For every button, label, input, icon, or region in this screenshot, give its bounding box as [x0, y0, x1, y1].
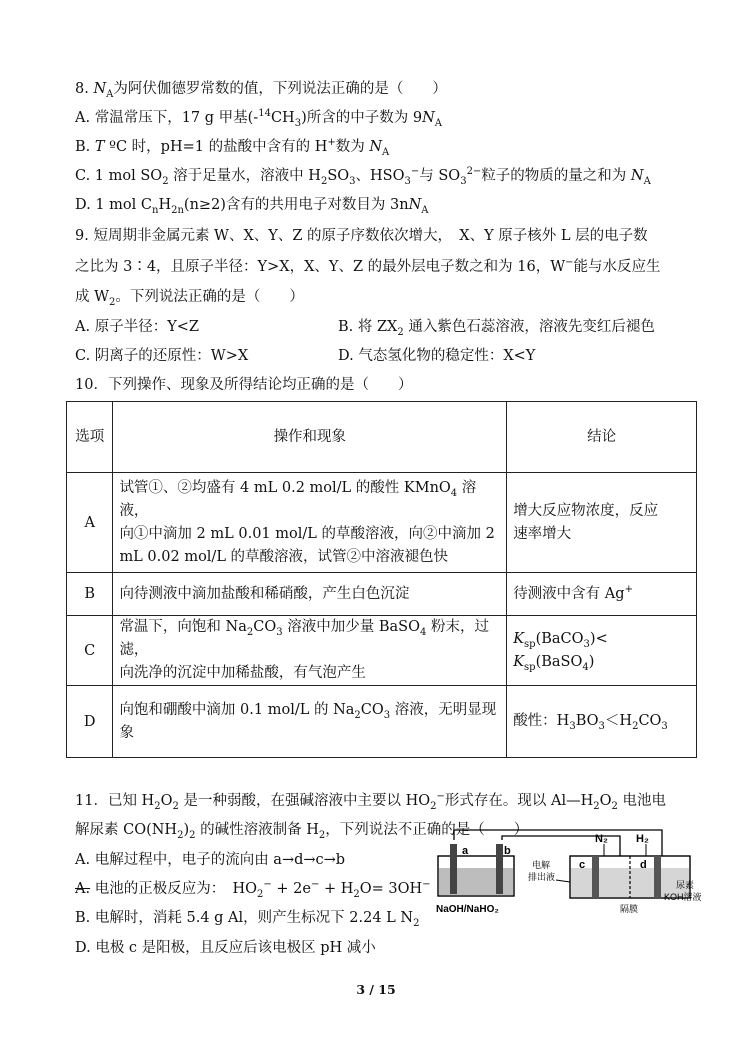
q8-stem: 8. $N_A$为阿伏伽德罗常数的值，下列说法正确的是（ ）	[75, 81, 447, 100]
label-naoh: NaOH/NaHO₂	[436, 904, 499, 915]
q9-stem-line3: 成 $W_2$。下列说法正确的是（ ）	[75, 289, 304, 308]
q11-option-d: D. 电极 c 是阳极，且反应后该电极区 pH 减小	[75, 940, 376, 956]
gas-h2-label: H₂	[636, 833, 649, 845]
electrode-a	[450, 844, 457, 894]
q9-stem-line2: 之比为 3∶4，且原子半径：Y>X，X、Y、Z 的最外层电子数之和为 16，W−能与水反应生	[75, 257, 661, 275]
table-row	[67, 686, 697, 758]
row-option: C	[67, 616, 113, 686]
label-d: d	[640, 859, 647, 871]
table-row	[67, 573, 697, 616]
q10-stem: 10．下列操作、现象及所得结论均正确的是（ ）	[75, 377, 413, 393]
row-operation: 向待测液中滴加盐酸和稀硝酸，产生白色沉淀	[113, 573, 507, 616]
row-conclusion: 酸性：$H_3BO_3<H_2CO_3$	[507, 686, 697, 758]
row-conclusion: 增大反应物浓度，反应 速率增大	[507, 473, 697, 573]
row-conclusion: $K_{sp}(BaCO_3)<$ $K_{sp}(BaSO_4)$	[507, 616, 697, 686]
q11-option-a: A. 电解过程中，电子的流向由 a→d→c→b	[75, 852, 346, 868]
label-urea: 尿素	[676, 880, 695, 890]
q8-option-a: A. 常温常压下，17 g 甲基$(-^{14}CH_3)$所含的中子数为 $9N_A$	[75, 108, 442, 129]
table-row	[67, 616, 697, 686]
q11-stem-line2: 解尿素 $CO(NH_2)_2$ 的碱性溶液制备 $H_2$，下列说法不正确的是（ ）	[75, 822, 529, 841]
discharge-pointer	[556, 880, 570, 882]
row-option: A	[67, 473, 113, 573]
q11-option-c: B. 电解时，消耗 5.4 g Al，则产生标况下 2.24 L $N_2$	[75, 910, 420, 929]
q9-option-c: C. 阴离子的还原性：W>X	[75, 348, 249, 364]
q8-option-d: D. 1 mol $C_nH_{2n}(n\ge 2)$含有的共用电子对数目为 $3nN_A$	[75, 197, 429, 216]
label-electrolyte: 电解	[532, 860, 551, 870]
label-koh: KOH溶液	[664, 892, 702, 902]
row-operation: 向饱和硼酸中滴加 0.1 mol/L 的 $Na_2CO_3$ 溶液，无明显现 象	[113, 686, 507, 758]
row-operation: 试管①、②均盛有 4 mL 0.2 mol/L 的酸性 KMnO$_4$ 溶液， 向①中滴加 2 mL 0.01 mol/L 的草酸溶液，向②中滴加 2 mL 0.02 mol/L 的草酸溶液，试管②中溶液褪色快	[113, 473, 507, 573]
header-conclusion: 结论	[507, 402, 697, 473]
q8-option-b: B. T ºC 时，pH=1 的盐酸中含有的 H+数为 $N_A$	[75, 137, 390, 158]
row-operation: 常温下，向饱和 $Na_2CO_3$ 溶液中加少量 BaSO$_4$ 粉末，过滤， 向洗净的沉淀中加稀盐酸，有气泡产生	[113, 616, 507, 686]
table-header-row	[67, 402, 697, 473]
row-option: D	[67, 686, 113, 758]
label-b: b	[504, 845, 511, 857]
electrolysis-diagram	[432, 826, 712, 922]
q9-option-b: B. 将 $ZX_2$ 通入紫色石蕊溶液，溶液先变红后褪色	[338, 319, 655, 338]
wire-outer	[454, 830, 662, 856]
label-discharge: 排出液	[528, 872, 556, 882]
page-number: 3 / 15	[356, 982, 396, 997]
label-a: a	[462, 845, 469, 857]
q11-option-b: A. 电池的正极反应为： $HO_2^- + 2e^- + H_2O= 3OH^-$	[75, 879, 431, 900]
q9-option-d: D. 气态氢化物的稳定性：X<Y	[338, 348, 536, 364]
label-membrane: 隔膜	[620, 904, 639, 914]
label-c: c	[579, 859, 586, 871]
table-row	[67, 473, 697, 573]
electrode-b	[496, 844, 503, 894]
header-operation: 操作和现象	[113, 402, 507, 473]
q11-stem-line1: 11．已知 $H_2O_2$ 是一种弱酸，在强碱溶液中主要以 $HO_2^-$形式存在。现以 $Al—H_2O_2$ 电池电	[75, 791, 666, 812]
header-option: 选项	[67, 402, 113, 473]
row-option: B	[67, 573, 113, 616]
row-conclusion: 待测液中含有 Ag+	[507, 573, 697, 616]
gas-n2-label: N₂	[595, 833, 608, 845]
electrode-c	[592, 856, 599, 898]
electrode-d	[654, 856, 661, 898]
q8-option-c: C. 1 mol $SO_2$ 溶于足量水，溶液中 $H_2SO_3$、$HSO_3^-$与 $SO_3^{2-}$粒子的物质的量之和为 $N_A$	[75, 166, 651, 187]
q9-stem-line1: 9. 短周期非金属元素 W、X、Y、Z 的原子序数依次增大， X、Y 原子核外 L 层的电子数	[75, 228, 648, 244]
q9-option-a: A. 原子半径：Y<Z	[75, 319, 199, 335]
q10-table	[66, 401, 697, 758]
